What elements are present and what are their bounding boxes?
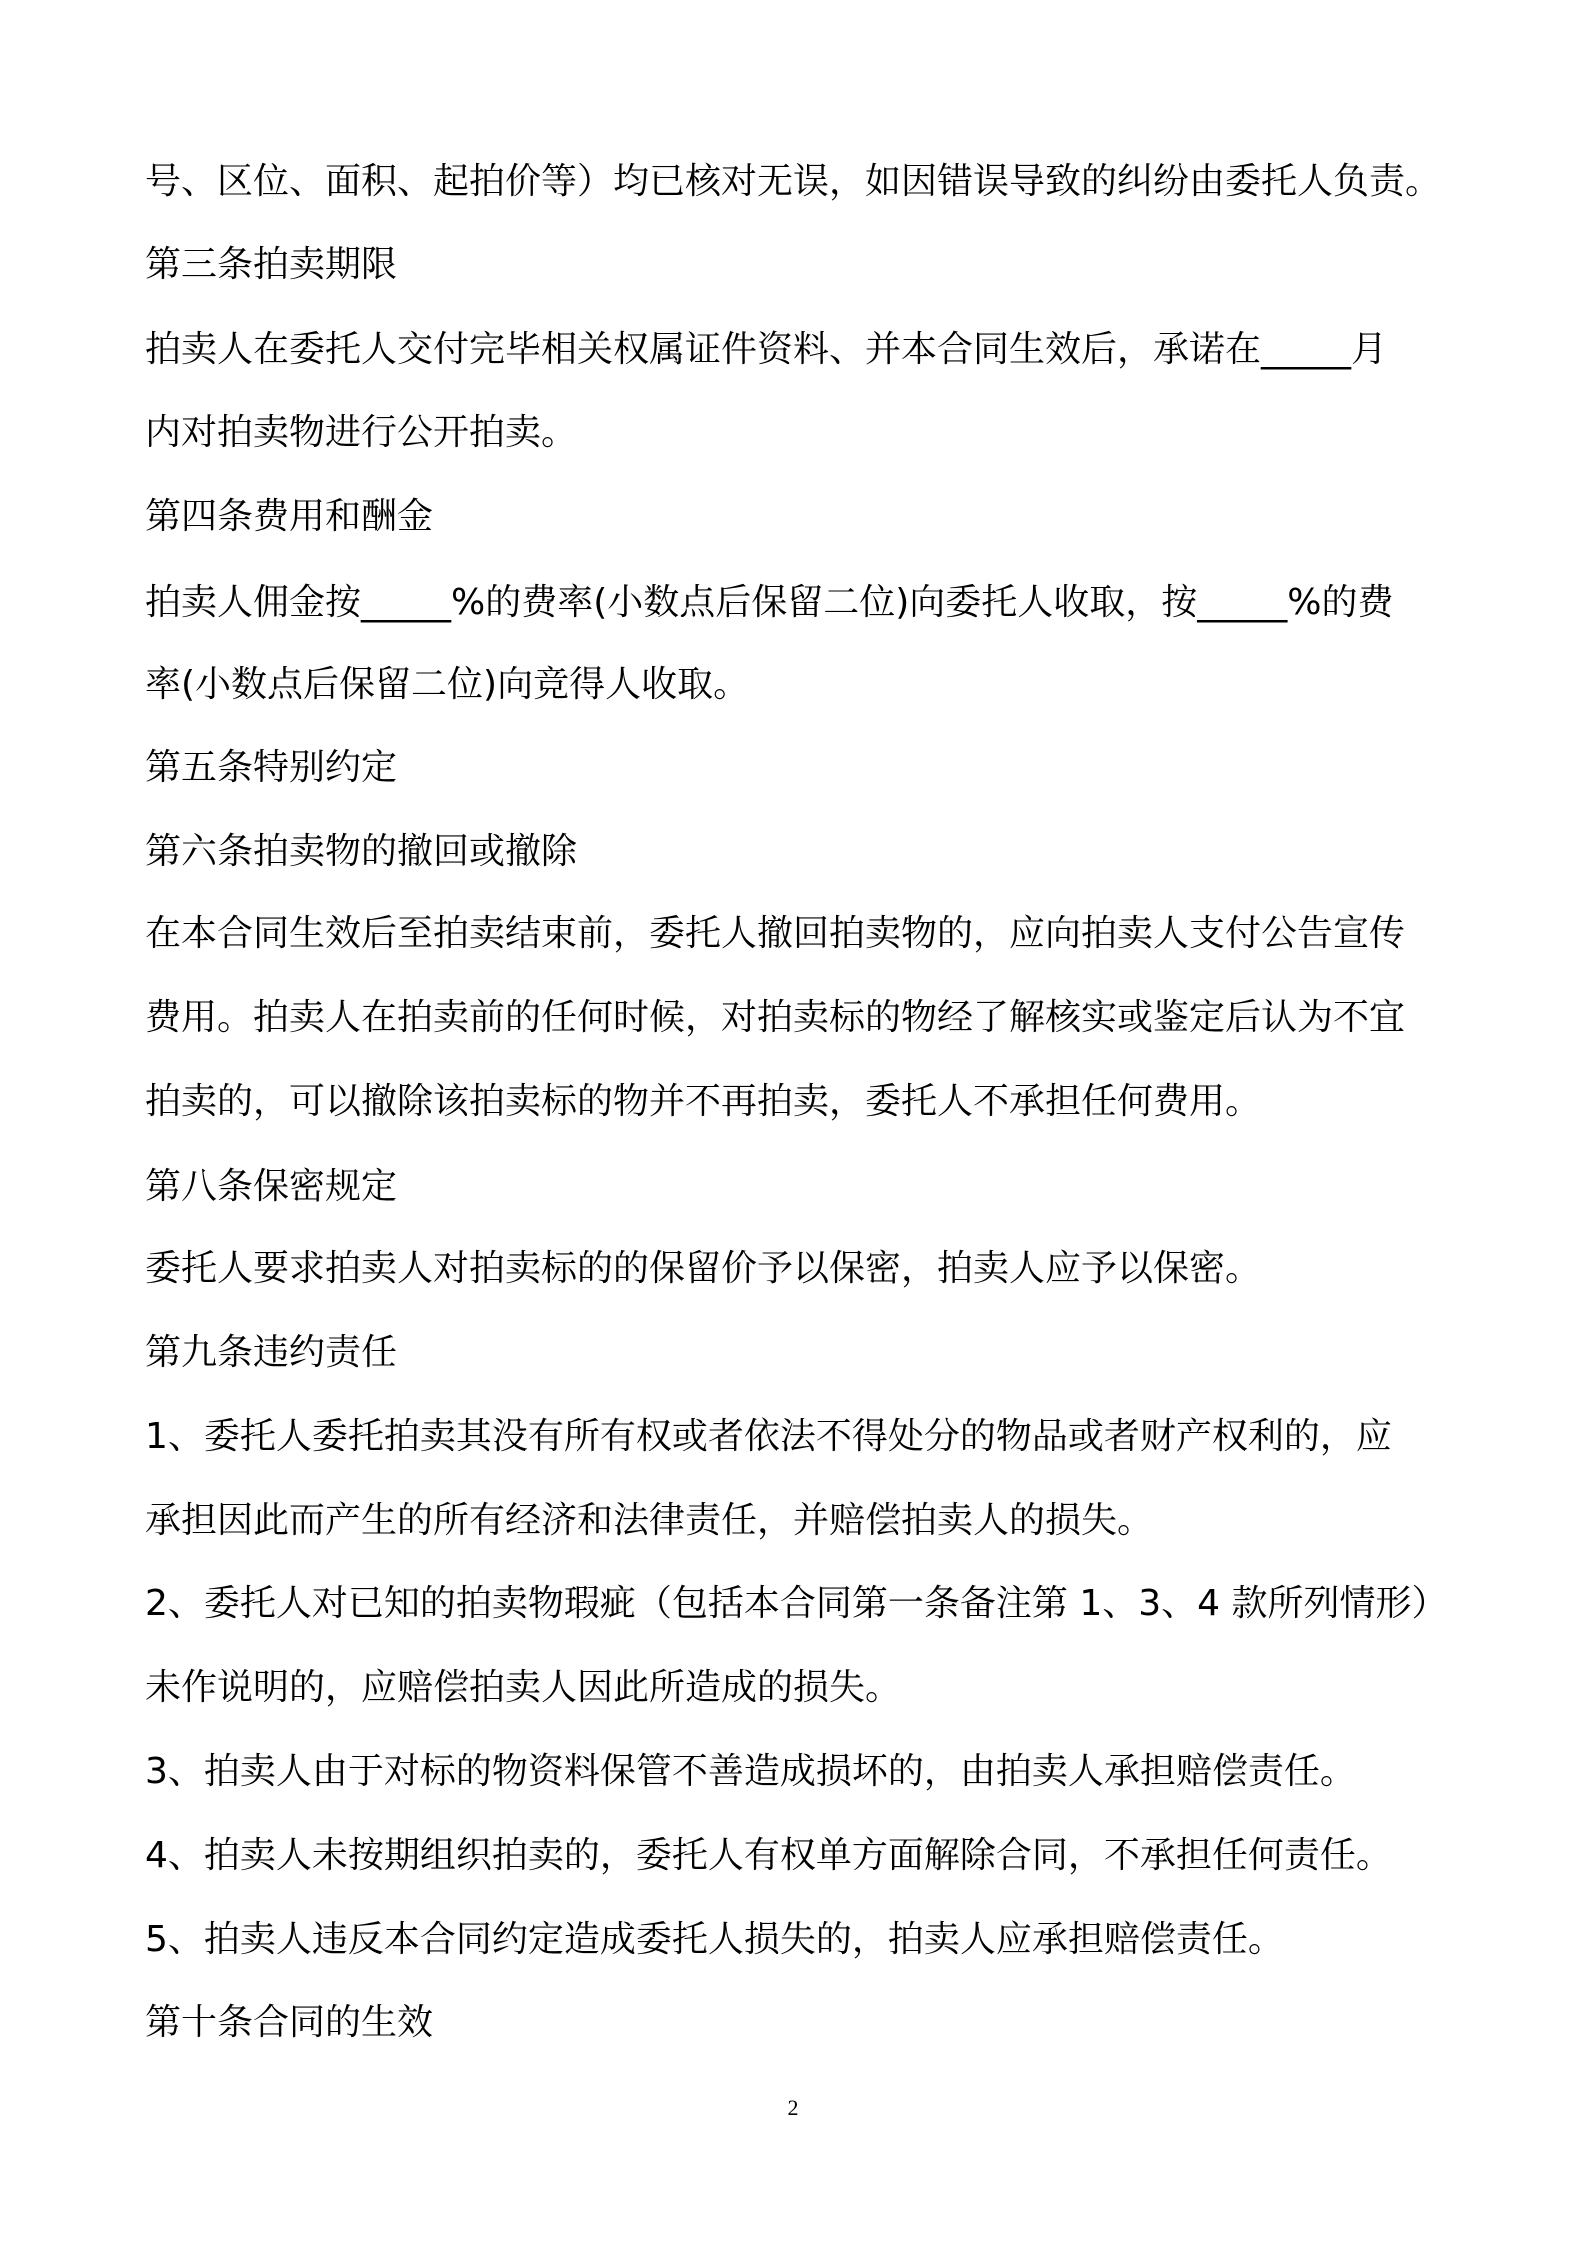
page-number: 2 bbox=[787, 2095, 799, 2120]
text-line-16: 1、委托人委托拍卖其没有所有权或者依法不得处分的物品或者财产权利的，应 bbox=[145, 1416, 1392, 1457]
text-line-22: 5、拍卖人违反本合同约定造成委托人损失的，拍卖人应承担赔偿责任。 bbox=[145, 1919, 1284, 1960]
text-line-4: 内对拍卖物进行公开拍卖。 bbox=[145, 412, 578, 453]
text-line-19: 未作说明的，应赔偿拍卖人因此所造成的损失。 bbox=[145, 1667, 902, 1708]
text-line-11: 费用。拍卖人在拍卖前的任何时候，对拍卖标的物经了解核实或鉴定后认为不宜 bbox=[145, 997, 1406, 1038]
text-line-20: 3、拍卖人由于对标的物资料保管不善造成损坏的，由拍卖人承担赔偿责任。 bbox=[145, 1751, 1356, 1792]
text-line-12: 拍卖的，可以撤除该拍卖标的物并不再拍卖，委托人不承担任何费用。 bbox=[145, 1081, 1262, 1122]
text-line-14: 委托人要求拍卖人对拍卖标的的保留价予以保密，拍卖人应予以保密。 bbox=[145, 1248, 1262, 1289]
text-line-6: 拍卖人佣金按_____%的费率(小数点后保留二位)向委托人收取，按_____%的费 bbox=[145, 582, 1394, 623]
section-heading-3: 第三条拍卖期限 bbox=[145, 244, 398, 285]
text-line-3: 拍卖人在委托人交付完毕相关权属证件资料、并本合同生效后，承诺在_____月 bbox=[145, 329, 1388, 370]
text-line-1: 号、区位、面积、起拍价等）均已核对无误，如因错误导致的纠纷由委托人负责。 bbox=[145, 161, 1442, 202]
text-line-17: 承担因此而产生的所有经济和法律责任，并赔偿拍卖人的损失。 bbox=[145, 1500, 1154, 1541]
section-heading-9: 第九条违约责任 bbox=[145, 1332, 398, 1373]
section-heading-10: 第十条合同的生效 bbox=[145, 2002, 434, 2043]
section-heading-6: 第六条拍卖物的撤回或撤除 bbox=[145, 831, 578, 872]
text-line-18: 2、委托人对已知的拍卖物瑕疵（包括本合同第一条备注第 1、3、4 款所列情形） bbox=[145, 1583, 1448, 1624]
text-line-21: 4、拍卖人未按期组织拍卖的，委托人有权单方面解除合同，不承担任何责任。 bbox=[145, 1835, 1392, 1876]
section-heading-8: 第八条保密规定 bbox=[145, 1166, 398, 1207]
text-line-7: 率(小数点后保留二位)向竞得人收取。 bbox=[145, 664, 750, 705]
section-heading-4: 第四条费用和酬金 bbox=[145, 496, 434, 537]
section-heading-5: 第五条特别约定 bbox=[145, 747, 398, 788]
text-line-10: 在本合同生效后至拍卖结束前，委托人撤回拍卖物的，应向拍卖人支付公告宣传 bbox=[145, 913, 1406, 954]
